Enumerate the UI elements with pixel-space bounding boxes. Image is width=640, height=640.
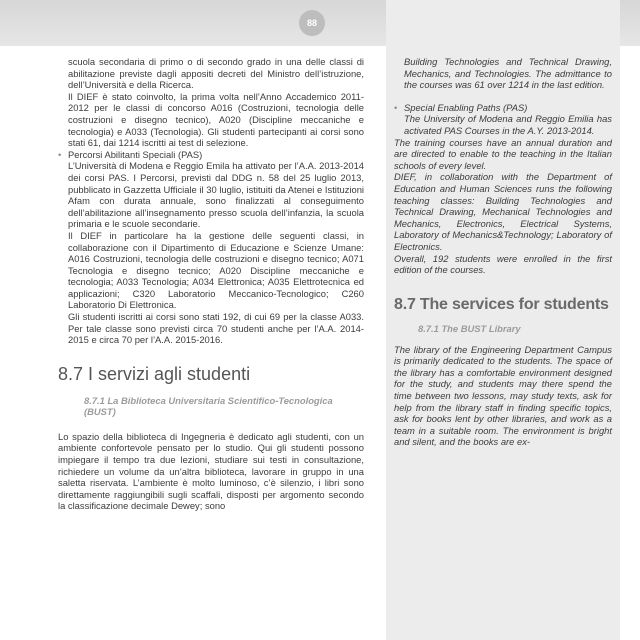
paragraph: Building Technologies and Technical Drawing, Mechanics, and Technologies. The admittance to the courses was 61 over 1214 in the last edition. — [404, 56, 612, 91]
bullet-item — [394, 102, 612, 114]
paragraph: Lo spazio della biblioteca di Ingegneria è dedicato agli studenti, con un ambiente confortevole pensato per lo studio. Qui gli studenti possono impiegare il tempo tra due lezioni, studiare sui testi in consultazione, richiedere un volume da un’altra biblioteca, lavorare in gruppo in una saletta riservata. L’ambiente è molto luminoso, c’è silenzio, i libri sono direttamente raggiungibili sugli scaffali, disposti per argomento secondo la classificazione decimale Dewey; sono — [58, 430, 364, 512]
bullet-title: Special Enabling Paths (PAS) — [404, 101, 528, 113]
section-title: 8.7 I servizi agli studenti — [58, 363, 251, 384]
page-number: 88 — [299, 10, 325, 36]
paragraph: Gli studenti iscritti ai corsi sono stati 192, di cui 69 per la classe A033. Per tale classe sono previsti circa 70 studenti anche per l’A.A. 2014-2015 e circa 70 per l’A.A. 2015-2016. — [68, 311, 364, 346]
section-title: 8.7 The services for students — [394, 295, 609, 313]
subsection-title: 8.7.1 The BUST Library — [418, 322, 521, 334]
paragraph: Il DIEF è stato coinvolto, la prima volta nell’Anno Accademico 2011-2012 per le classi di concorso A016 (Costruzioni, tecnologia delle costruzioni e disegno tecnico), A020 (Discipline meccaniche e tecnologia) e A033 (Tecnologia). Gli studenti partecipanti ai corsi sono stati 61, dai 1214 iscritti ai test di selezione. — [68, 90, 364, 149]
bullet-item — [58, 149, 364, 161]
paragraph: Il DIEF in particolare ha la gestione delle seguenti classi, in collaborazione con il Dipartimento di Educazione e Scienze Umane: A016 Costruzioni, tecnologia delle costruzioni e disegno tecnico; A071 Tecnologia e disegno tecnico; A020 Discipline meccaniche e tecnologia; A033 Tecnologia; A034 Elettronica; A035 Elettrotecnica ed applicazioni; C320 Laboratorio Meccanico-Tecnologico; C260 Laboratorio Di Elettronica. — [68, 229, 364, 311]
bullet-icon: • — [394, 101, 398, 113]
paragraph: L’Università di Modena e Reggio Emila ha attivato per l’A.A. 2013-2014 dei corsi PAS. I Percorsi, previsti dal DDG n. 58 del 25 luglio 2013, pubblicato in Gazzetta Ufficiale il 30 luglio, istituiti da Atenei e Istituzioni Afam con durata annuale, sono finalizzati al conseguimento dell’abilitazione all’insegnamento presso scuola dell’infanzia, la scuola primaria e le scuole secondarie. — [68, 160, 364, 230]
paragraph: The training courses have an annual duration and are directed to enable to the teaching in the Italian schools of every level. — [394, 136, 612, 171]
english-column — [386, 0, 620, 640]
bullet-icon: • — [58, 148, 62, 160]
italian-column — [58, 56, 364, 512]
paragraph: The library of the Engineering Department Campus is primarily dedicated to the students. The space of the library has a comfortable environment designed for the study, and students may there spend the time between two lessons, may study texts, ask for help from the library staff in finding specific topics, ask for books lent by other libraries, and work as a team in a suitable room. The environment is bright and silent, and the books are ex- — [394, 343, 612, 448]
paragraph: DIEF, in collaboration with the Department of Education and Human Sciences runs the following teaching classes: Building Technologies and Technical Drawing, Mechanical Technologies and Mechanics, Electronics, Electrical Systems, Laboratory of Mechanics&Technology; Laboratory of Electronics. — [394, 171, 612, 252]
paragraph: Overall, 192 students were enrolled in the first edition of the courses. — [394, 252, 612, 276]
paragraph: scuola secondaria di primo o di secondo grado in una delle classi di abilitazione previste dagli appositi decreti del Ministro dell’istruzione, dell’Università e della Ricerca. — [68, 56, 364, 91]
paragraph: The University of Modena and Reggio Emilia has activated PAS Courses in the A.Y. 2013-2014. — [404, 113, 612, 136]
bullet-title: Percorsi Abilitanti Speciali (PAS) — [68, 148, 203, 160]
subsection-title: 8.7.1 La Biblioteca Universitaria Scientifico-Tecnologica (BUST) — [84, 394, 333, 417]
